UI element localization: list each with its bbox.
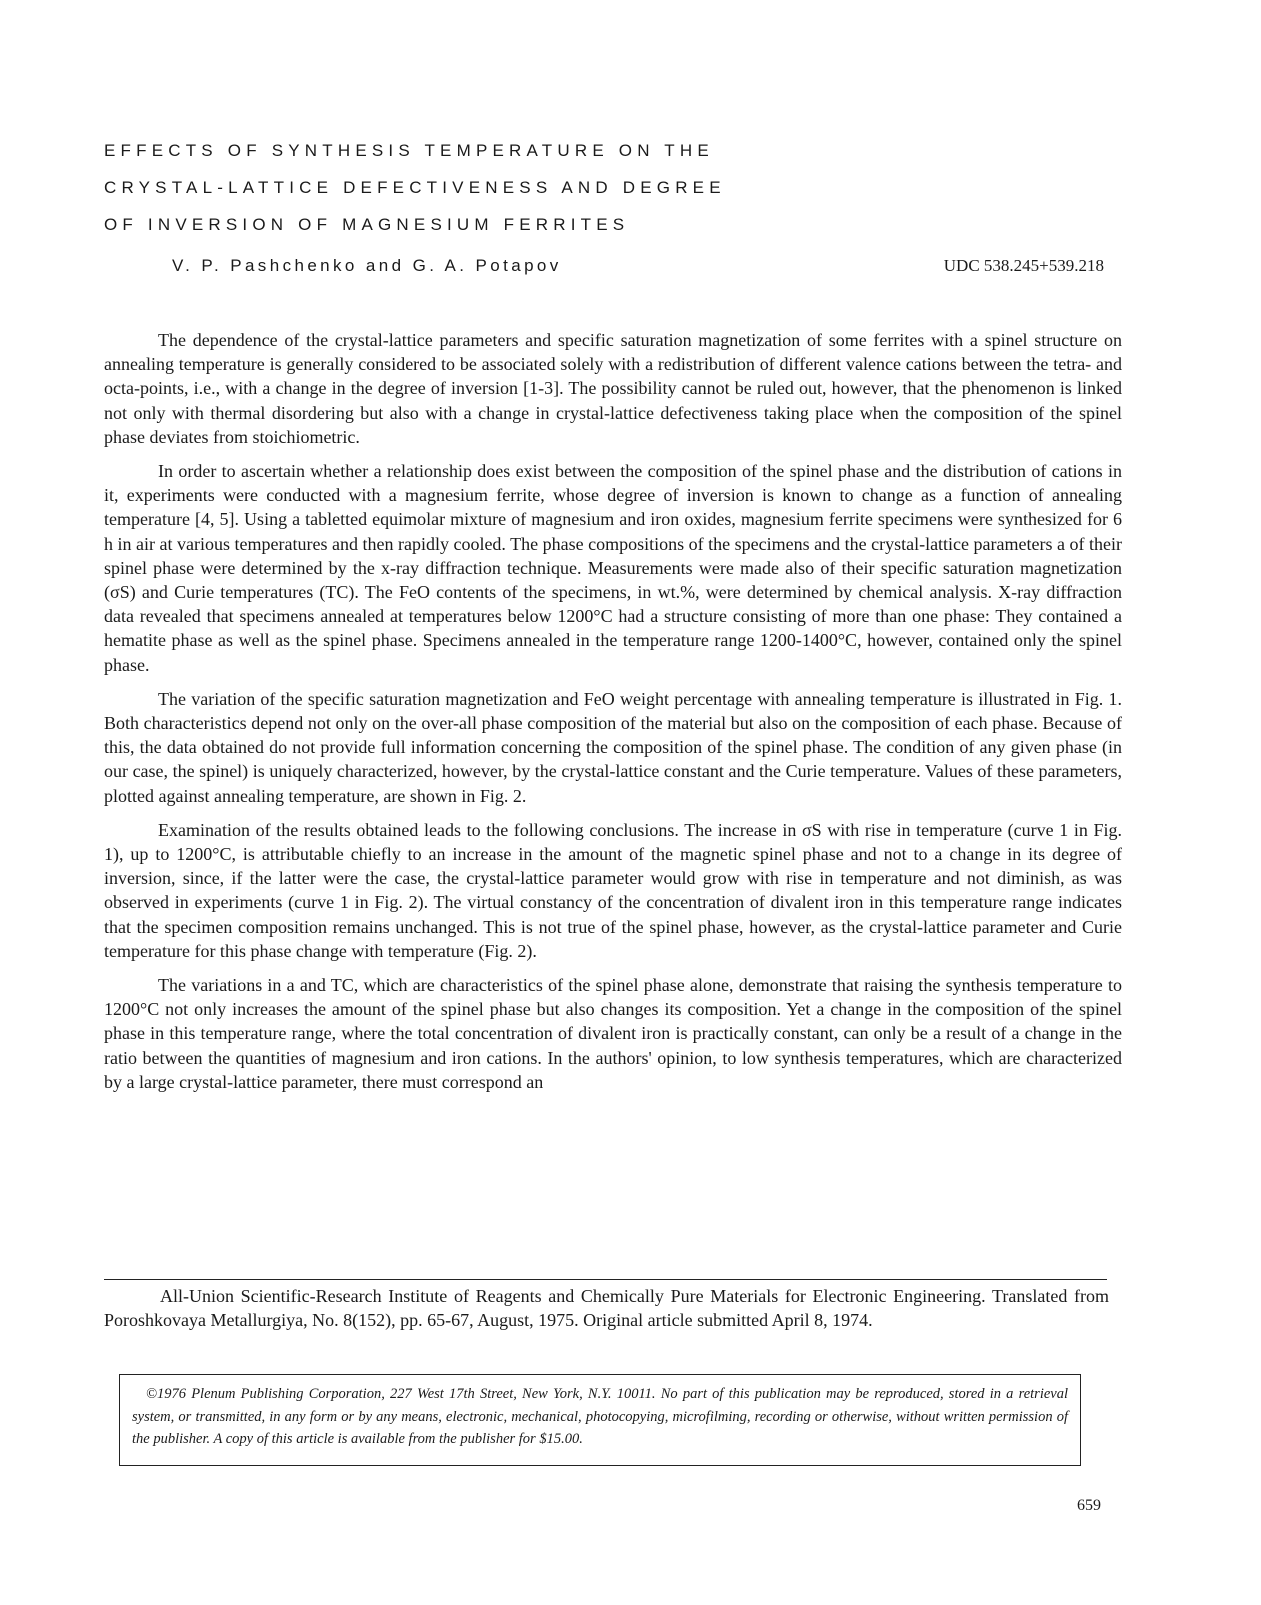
- article-title: [104, 132, 864, 243]
- copyright-notice: ©1976 Plenum Publishing Corporation, 227 West 17th Street, New York, N.Y. 10011. No part of this publication may be reproduced, stored in a retrieval system, or transmitted, in any form or by any means, electronic, mechanical, photocopying, microfilming, recording or otherwise, without written permission of the publisher. A copy of this article is available from the publisher for $15.00.: [119, 1374, 1081, 1466]
- paragraph-1: The dependence of the crystal-lattice parameters and specific saturation magnetization of some ferrites with a spinel structure on annealing temperature is generally considered to be associated solely with a redistribution of different valence cations between the tetra- and octa-points, i.e., with a change in the degree of inversion [1-3]. The possibility cannot be ruled out, however, that the phenomenon is linked not only with thermal disordering but also with a change in crystal-lattice defectiveness taking place when the composition of the spinel phase deviates from stoichiometric.: [104, 330, 1122, 447]
- udc-code: UDC 538.245+539.218: [943, 256, 1104, 275]
- affiliation-footnote: All-Union Scientific-Research Institute of Reagents and Chemically Pure Materials for Electronic Engineering. Translated from Poroshkovaya Metallurgiya, No. 8(152), pp. 65-67, August, 1975. Original article submitted April 8, 1974.: [104, 1286, 1109, 1330]
- paragraph-4: Examination of the results obtained leads to the following conclusions. The increase in σS with rise in temperature (curve 1 in Fig. 1), up to 1200°C, is attributable chiefly to an increase in the amount of the magnetic spinel phase and not to a change in its degree of inversion, since, if the latter were the case, the crystal-lattice parameter would grow with rise in temperature and not diminish, as was observed in experiments (curve 1 in Fig. 2). The virtual constancy of the concentration of divalent iron in this temperature range indicates that the specimen composition remains unchanged. This is not true of the spinel phase, however, as the crystal-lattice parameter and Curie temperature for this phase change with temperature (Fig. 2).: [104, 819, 1122, 961]
- authors: V. P. Pashchenko and G. A. Potapov: [172, 256, 562, 275]
- title-line-2: CRYSTAL-LATTICE DEFECTIVENESS AND DEGREE: [104, 178, 726, 197]
- footnote-divider: [104, 1279, 1107, 1280]
- page-number: 659: [1077, 1497, 1101, 1514]
- paragraph-3: The variation of the specific saturation magnetization and FeO weight percentage with annealing temperature is illustrated in Fig. 1. Both characteristics depend not only on the over-all phase composition of the material but also on the composition of each phase. Because of this, the data obtained do not provide full information concerning the composition of the spinel phase. The condition of any given phase (in our case, the spinel) is uniquely characterized, however, by the crystal-lattice constant and the Curie temperature. Values of these parameters, plotted against annealing temperature, are shown in Fig. 2.: [104, 688, 1122, 806]
- title-line-3: OF INVERSION OF MAGNESIUM FERRITES: [104, 215, 630, 234]
- paragraph-2: In order to ascertain whether a relationship does exist between the composition of the spinel phase and the distribution of cations in it, experiments were conducted with a magnesium ferrite, whose degree of inversion is known to change as a function of annealing temperature [4, 5]. Using a tabletted equimolar mixture of magnesium and iron oxides, magnesium ferrite specimens were synthesized for 6 h in air at various temperatures and then rapidly cooled. The phase compositions of the specimens and the crystal-lattice parameters a of their spinel phase were determined by the x-ray diffraction technique. Measurements were made also of their specific saturation magnetization (σS) and Curie temperatures (TC). The FeO contents of the specimens, in wt.%, were determined by chemical analysis. X-ray diffraction data revealed that specimens annealed at temperatures below 1200°C had a structure consisting of more than one phase: They contained a hematite phase as well as the spinel phase. Specimens annealed in the temperature range 1200-1400°C, however, contained only the spinel phase.: [104, 461, 1122, 675]
- article-body: [104, 328, 1122, 1104]
- paragraph-5: The variations in a and TC, which are characteristics of the spinel phase alone, demonstrate that raising the synthesis temperature to 1200°C not only increases the amount of the spinel phase but also changes its composition. Yet a change in the composition of the spinel phase in this temperature range, where the total concentration of divalent iron is practically constant, can only be a result of a change in the ratio between the quantities of magnesium and iron cations. In the authors' opinion, to low synthesis temperatures, which are characterized by a large crystal-lattice parameter, there must correspond an: [104, 975, 1122, 1092]
- title-line-1: EFFECTS OF SYNTHESIS TEMPERATURE ON THE: [104, 141, 714, 160]
